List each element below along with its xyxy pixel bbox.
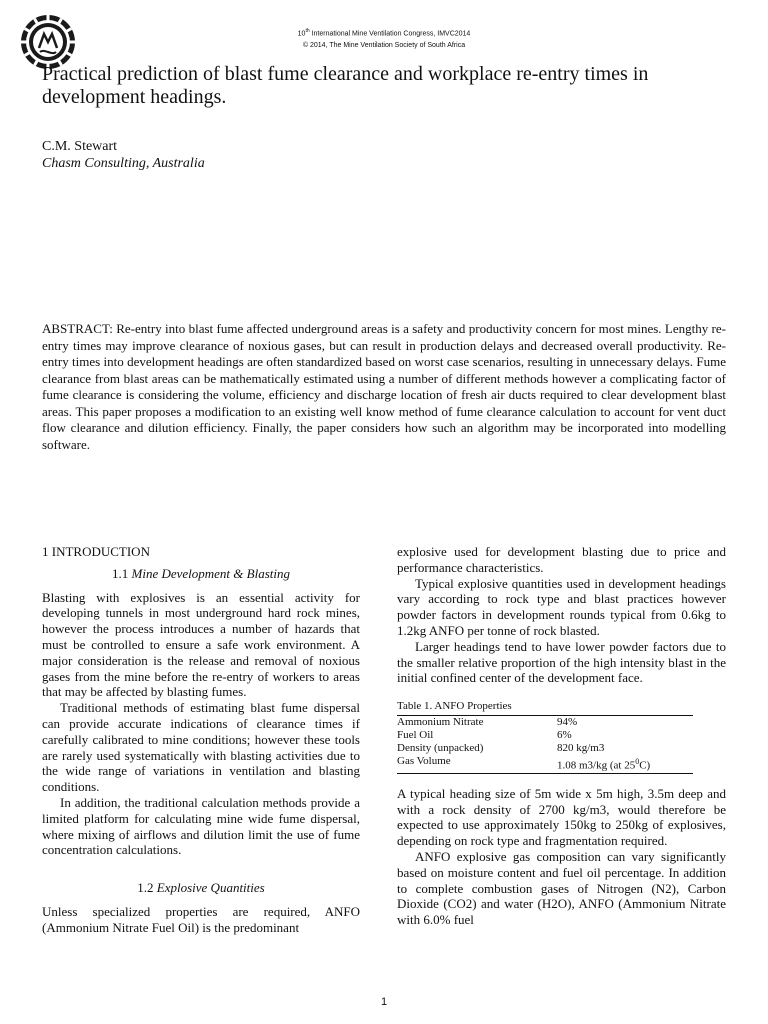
subsection-heading-explosive-quantities <box>42 880 360 896</box>
subsection-title: Mine Development & Blasting <box>131 565 290 581</box>
paragraph: Traditional methods of estimating blast fume dispersal can provide accurate indications of clearance times if carefully calibrated to mine conditions; however these tools are rarely used systematically with blasting activities due to the wide range of variations in ventilation and blasting conditions. <box>42 700 360 795</box>
congress-ordinal-suffix: th <box>305 28 310 34</box>
anfo-properties-table <box>397 715 693 774</box>
table-cell-value: 6% <box>557 729 572 742</box>
table-row <box>397 716 693 730</box>
paragraph: Typical explosive quantities used in development headings vary according to rock type and blast practices however powder factors in development rounds typical from 0.6kg to 1.2kg ANFO per tonne of rock blasted. <box>397 575 726 638</box>
paper-title: Practical prediction of blast fume clearance and workplace re-entry times in development headings. <box>42 63 649 108</box>
paragraph: explosive used for development blasting due to price and performance characteristics. <box>397 544 726 575</box>
congress-number: 10 <box>297 30 306 38</box>
page-number: 1 <box>380 996 388 1008</box>
table-cell-value <box>557 755 693 773</box>
right-column <box>397 544 726 928</box>
table-row <box>397 729 693 742</box>
subsection-title: Explosive Quantities <box>156 880 265 896</box>
value-text: 1.08 m3/kg (at 25 <box>557 759 636 772</box>
table-cell-key: Gas Volume <box>397 755 451 768</box>
subsection-number: 1.1 <box>112 565 132 581</box>
table-row <box>397 755 693 773</box>
paragraph: Larger headings tend to have lower powder factors due to the smaller relative proportion of the high intensity blast in the initial confined center of the development face. <box>397 638 726 686</box>
copyright-line: © 2014, The Mine Ventilation Society of South Africa <box>302 42 466 49</box>
table-cell-value: 820 kg/m3 <box>557 742 605 755</box>
section-heading-introduction: 1 INTRODUCTION <box>42 544 150 559</box>
author-affiliation: Chasm Consulting, Australia <box>42 156 205 171</box>
subsection-heading-mine-development <box>42 566 360 582</box>
abstract: ABSTRACT: Re-entry into blast fume affected underground areas is a safety and productivity concern for most mines. Lengthy re-entry times may improve clearance of noxious gases, but can result in production delays and decreased overall productivity. Re-entry times into development headings are often standardized based on worst case scenarios, resulting in unnecessary delays. Fume clearance from blast areas can be mathematically estimated using a number of different methods however a complicating factor of fume clearance is considering the volume, efficiency and discharge location of fresh air ducts required to clear development blast areas. This paper proposes a modification to an existing well know method of fume clearance calculation to account for vent duct flow clearance and dilution efficiency. Finally, the paper considers how such an algorithm may be incorporated into modelling software. <box>42 321 726 452</box>
paragraph: In addition, the traditional calculation methods provide a limited platform for calculating mine wide fume dispersal, where mixing of airflows and dilution limit the use of fume concentration calculations. <box>42 794 360 858</box>
author-name: C.M. Stewart <box>42 139 118 154</box>
paragraph: Blasting with explosives is an essential activity for developing tunnels in most underground hard rock mines, however the process introduces a number of hazards that must be controlled to ensure a safe work environment. A major consideration is the release and removal of noxious gases from the mine before the re-entry of workers to areas that may be affected by blasting fumes. <box>42 589 360 700</box>
left-column <box>42 544 360 936</box>
table-caption: Table 1. ANFO Properties <box>397 700 512 713</box>
paragraph: Unless specialized properties are required, ANFO (Ammonium Nitrate Fuel Oil) is the predominant <box>42 903 360 935</box>
congress-line <box>0 27 768 38</box>
table-cell-key: Fuel Oil <box>397 729 434 742</box>
paragraph: A typical heading size of 5m wide x 5m high, 3.5m deep and with a rock density of 2700 kg/m3, would therefore be expected to use approximately 150kg to 250kg of explosives, depending on rock type and fragmentation required. <box>397 785 726 849</box>
congress-name: International Mine Ventilation Congress, IMVC2014 <box>309 30 471 38</box>
subsection-number: 1.2 <box>137 880 157 896</box>
value-superscript: 0 <box>635 757 640 767</box>
paragraph: ANFO explosive gas composition can vary significantly based on moisture content and fuel oil percentage. In addition to complete combustion gases of Nitrogen (N2), Carbon Dioxide (CO2) and water (H2O), ANFO (Ammonium Nitrate with 6.0% fuel <box>397 849 726 928</box>
table-cell-key: Density (unpacked) <box>397 742 484 755</box>
value-text: C) <box>639 759 651 772</box>
table-cell-value: 94% <box>557 716 578 729</box>
table-cell-key: Ammonium Nitrate <box>397 716 484 729</box>
table-row <box>397 742 693 755</box>
